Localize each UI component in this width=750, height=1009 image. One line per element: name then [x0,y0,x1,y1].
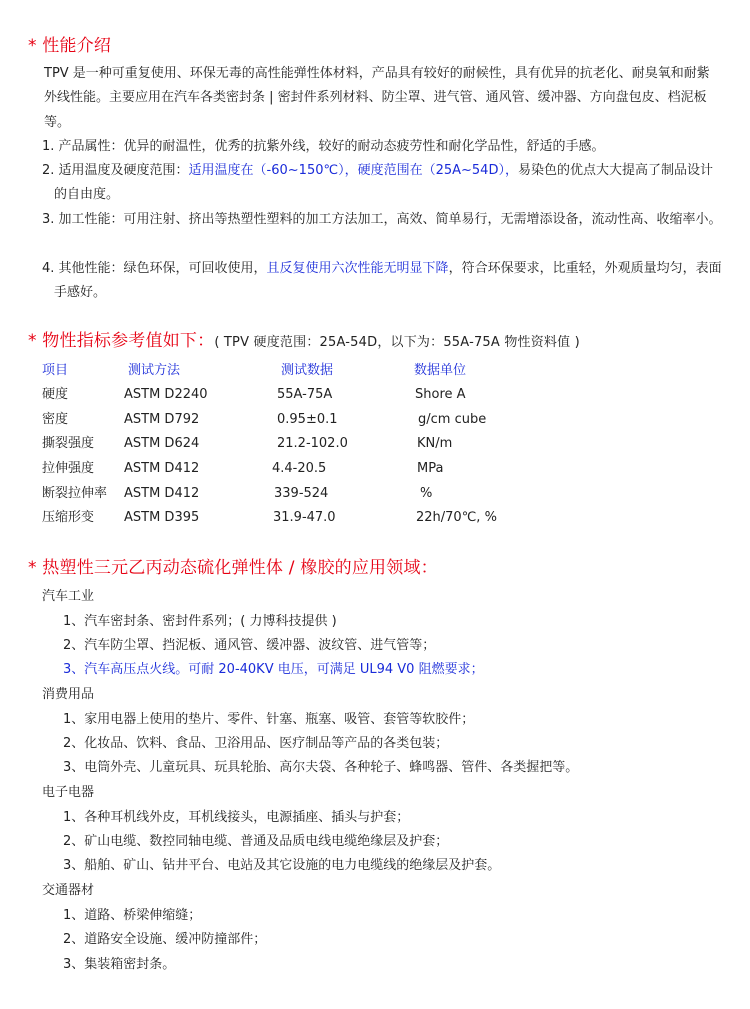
section-applications-title: * 热塑性三元乙丙动态硫化弹性体 / 橡胶的应用领域： [28,558,438,578]
table-cell: 22h/70℃, % [416,510,497,525]
table-header-unit: 数据单位 [414,363,467,378]
property-item-2-prefix: 2. 适用温度及硬度范围： [42,163,189,178]
list-item: 2、道路安全设施、缓冲防撞部件； [63,932,267,947]
table-cell: 21.2-102.0 [277,436,348,451]
table-cell: 339-524 [274,486,329,501]
property-item-4 [42,257,724,306]
list-item: 1、各种耳机线外皮，耳机线接头，电源插座、插头与护套； [63,810,410,825]
table-cell: Shore A [415,387,466,402]
list-item: 1、家用电器上使用的垫片、零件、针塞、瓶塞、吸管、套管等软胶件； [63,712,475,727]
application-group-electronics: 电子电器 [42,785,95,800]
table-cell: 55A-75A [277,387,333,402]
table-cell: 撕裂强度 [42,436,95,451]
application-group-transport: 交通器材 [42,883,95,898]
property-item-2-suffix: 易染色的优点大大提高了制品设计的自由度。 [54,163,713,203]
table-cell: 压缩形变 [42,510,95,525]
property-item-3: 3. 加工性能：可用注射、挤出等热塑性塑料的加工方法加工，高效、简单易行，无需增添设备，流动性高、收缩率小。 [42,212,722,227]
list-item: 2、化妆品、饮料、食品、卫浴用品、医疗制品等产品的各类包装； [63,736,449,751]
property-item-2-highlight: 适用温度在（-60~150℃），硬度范围在（25A~54D）， [188,163,518,178]
table-cell: MPa [417,461,444,476]
application-group-auto: 汽车工业 [42,589,95,604]
list-item: 3、电筒外壳、儿童玩具、玩具轮胎、高尔夫袋、各种轮子、蜂鸣器、管件、各类握把等。 [63,760,579,775]
list-item: 3、集装箱密封条。 [63,957,176,972]
table-cell: 0.95±0.1 [277,412,338,427]
table-cell: % [420,486,433,501]
property-item-4-highlight: 且反复使用六次性能无明显下降 [266,261,449,276]
table-cell: ASTM D412 [124,461,200,476]
list-item: 1、道路、桥梁伸缩缝； [63,908,202,923]
property-item-4-suffix: ，符合环保要求，比重轻，外观质量均匀，表面手感好。 [54,261,722,301]
intro-paragraph: TPV 是一种可重复使用、环保无毒的高性能弹性体材料，产品具有较好的耐候性，具有优异的抗老化、耐臭氧和耐紫外线性能。主要应用在汽车各类密封条 | 密封件系列材料、防尘罩、进气管、通风管、缓冲器、方向盘包皮、档泥板等。 [44,66,710,130]
property-item-4-prefix: 4. 其他性能：绿色环保，可回收使用， [42,261,267,276]
section-properties-title [28,326,580,351]
table-header-item: 项目 [42,363,69,378]
property-item-1: 1. 产品属性：优异的耐温性，优秀的抗紫外线，较好的耐动态疲劳性和耐化学品性，舒适的手感。 [42,139,605,154]
list-item: 2、汽车防尘罩、挡泥板、通风管、缓冲器、波纹管、进气管等； [63,638,436,653]
application-group-consumer: 消费用品 [42,687,95,702]
section-properties-note: ( TPV 硬度范围：25A-54D，以下为：55A-75A 物性资料值 ) [214,335,580,350]
section-performance-title: * 性能介绍 [28,36,112,56]
table-header-method: 测试方法 [128,363,181,378]
list-item: 1、汽车密封条、密封件系列；( 力博科技提供 ) [63,614,337,629]
table-header-data: 测试数据 [281,363,334,378]
table-cell: 断裂拉伸率 [42,486,108,501]
property-item-2 [42,159,724,208]
table-cell: ASTM D792 [124,412,200,427]
table-cell: ASTM D2240 [124,387,208,402]
list-item: 2、矿山电缆、数控同轴电缆、普通及品质电线电缆绝缘层及护套； [63,834,449,849]
table-cell: g/cm cube [418,412,487,427]
table-cell: ASTM D412 [124,486,200,501]
table-cell: 拉伸强度 [42,461,95,476]
table-cell: 4.4-20.5 [272,461,327,476]
table-cell: ASTM D624 [124,436,200,451]
list-item: 3、船舶、矿山、钻井平台、电站及其它设施的电力电缆线的绝缘层及护套。 [63,858,501,873]
table-cell: 31.9-47.0 [273,510,336,525]
list-item-highlight: 3、汽车高压点火线。可耐 20-40KV 电压，可满足 UL94 V0 阻燃要求； [63,662,484,677]
table-cell: KN/m [417,436,453,451]
table-cell: ASTM D395 [124,510,200,525]
table-cell: 硬度 [42,387,69,402]
table-cell: 密度 [42,412,69,427]
section-properties-title-text: * 物性指标参考值如下： [28,331,215,351]
